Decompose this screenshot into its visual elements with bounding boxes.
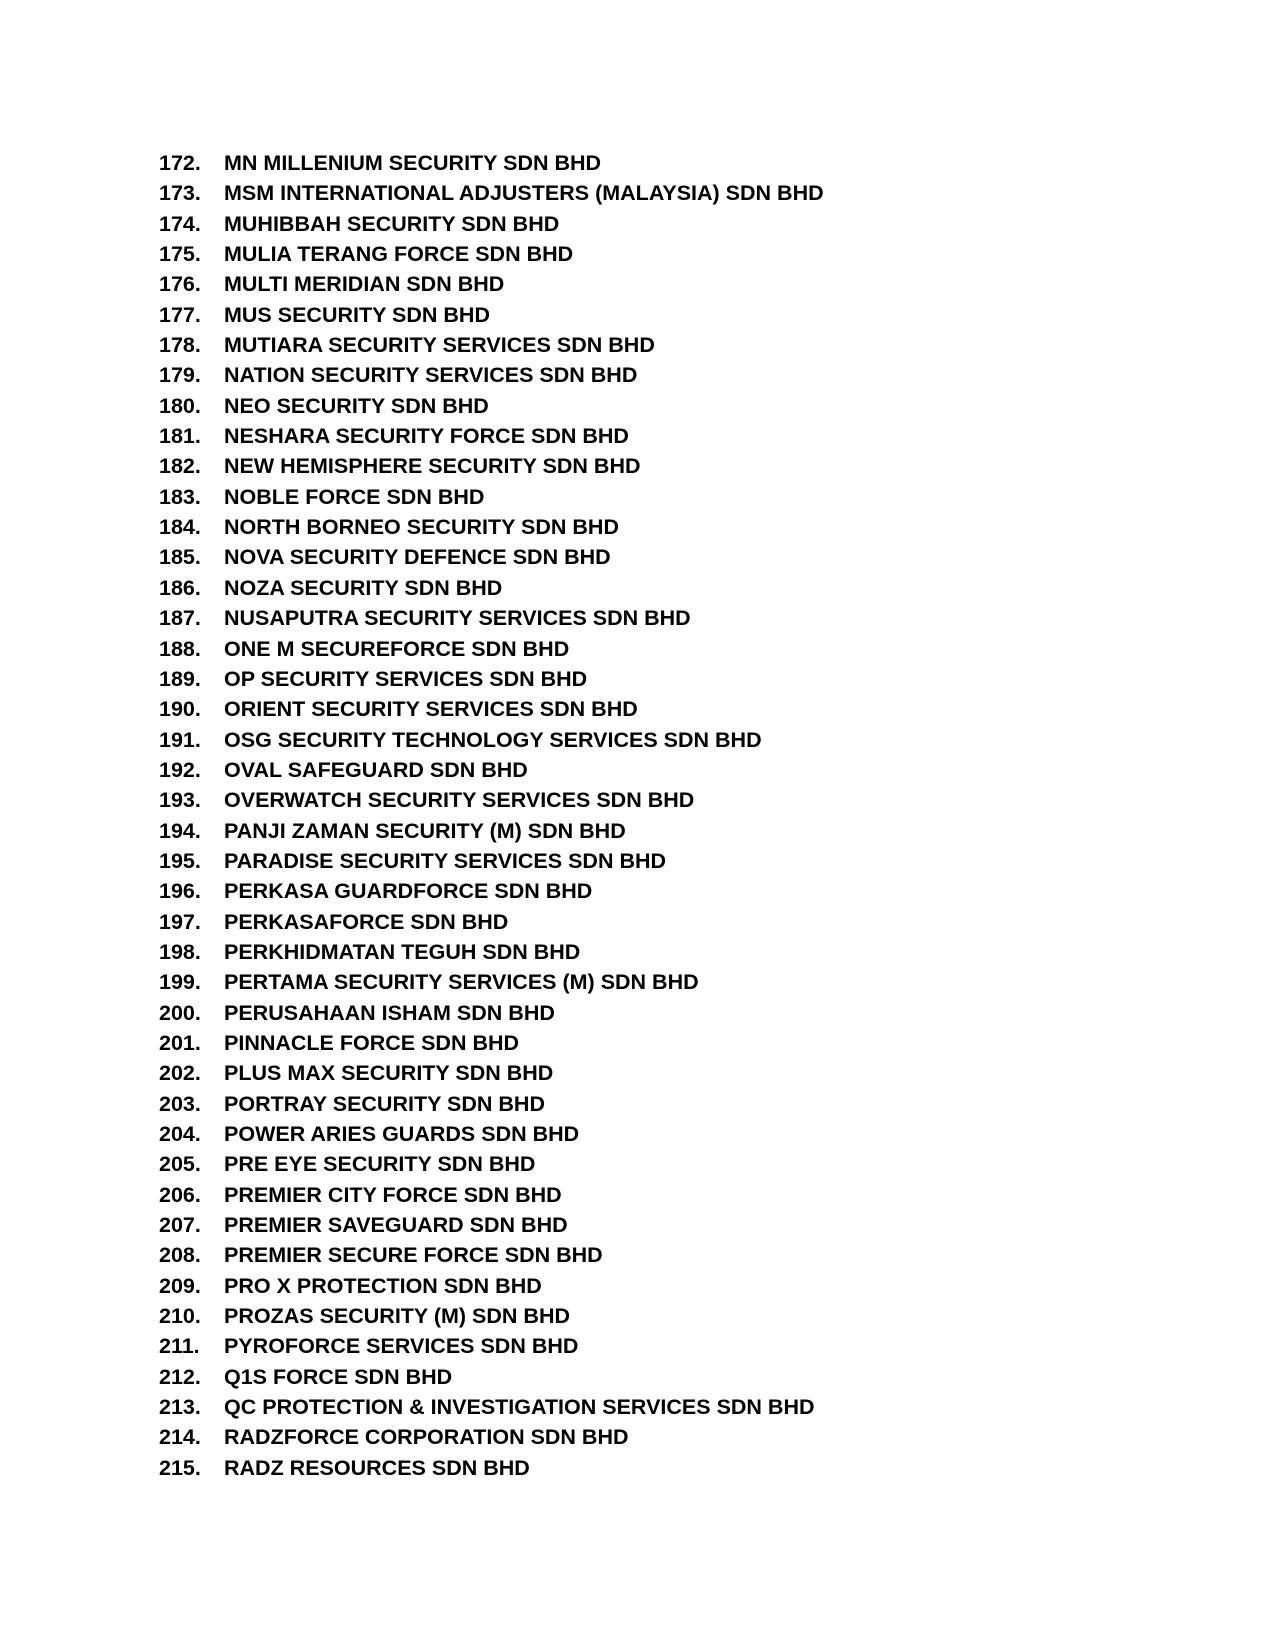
list-item [159,1392,824,1422]
list-item [159,482,824,512]
list-item [159,1453,824,1483]
item-name: PERKASA GUARDFORCE SDN BHD [224,879,593,904]
list-item [159,239,824,269]
item-number: 189. [159,666,201,691]
item-number: 204. [159,1122,201,1146]
item-number: 187. [159,606,201,631]
item-number: 181. [159,424,201,449]
list-item [159,634,824,664]
list-item [159,451,824,481]
item-number: 214. [159,1425,201,1450]
item-number: 198. [159,939,201,964]
item-name: PYROFORCE SERVICES SDN BHD [224,1334,579,1359]
item-name: MULIA TERANG FORCE SDN BHD [224,242,574,267]
list-item [159,421,824,451]
item-number: 182. [159,454,201,479]
item-number: 212. [159,1364,201,1389]
item-name: RADZ RESOURCES SDN BHD [224,1455,530,1480]
list-item [159,603,824,633]
item-name: QC PROTECTION & INVESTIGATION SERVICES SDN BHD [224,1395,815,1420]
item-number: 200. [159,1000,201,1025]
list-item [159,330,824,360]
item-name: NOBLE FORCE SDN BHD [224,484,485,509]
list-item [159,1028,824,1058]
item-number: 210. [159,1304,201,1329]
item-name: PANJI ZAMAN SECURITY (M) SDN BHD [224,818,626,843]
item-name: NATION SECURITY SERVICES SDN BHD [224,363,638,388]
list-item [159,1301,824,1331]
item-number: 192. [159,757,201,782]
item-number: 197. [159,909,201,934]
item-name: PLUS MAX SECURITY SDN BHD [224,1061,554,1086]
item-number: 206. [159,1182,201,1207]
list-item [159,1058,824,1088]
item-name: PREMIER CITY FORCE SDN BHD [224,1182,562,1207]
item-name: NEW HEMISPHERE SECURITY SDN BHD [224,454,641,479]
list-item [159,1362,824,1392]
item-name: PROZAS SECURITY (M) SDN BHD [224,1304,571,1329]
item-name: NOVA SECURITY DEFENCE SDN BHD [224,545,611,570]
item-name: MULTI MERIDIAN SDN BHD [224,272,505,297]
item-number: 186. [159,575,201,600]
item-number: 180. [159,393,201,418]
item-name: ONE M SECUREFORCE SDN BHD [224,636,570,661]
list-item [159,1089,824,1119]
item-name: PERKASAFORCE SDN BHD [224,909,509,934]
item-number: 188. [159,636,201,661]
list-item [159,876,824,906]
item-name: PERUSAHAAN ISHAM SDN BHD [224,1000,555,1025]
list-item [159,785,824,815]
item-name: OSG SECURITY TECHNOLOGY SERVICES SDN BHD [224,727,762,752]
item-name: PINNACLE FORCE SDN BHD [224,1030,520,1055]
item-number: 183. [159,484,201,509]
item-name: PRE EYE SECURITY SDN BHD [224,1152,536,1177]
list-item [159,816,824,846]
item-name: PRO X PROTECTION SDN BHD [224,1273,542,1298]
item-number: 184. [159,515,201,540]
list-item [159,178,824,208]
list-item [159,1210,824,1240]
list-item [159,269,824,299]
item-name: PREMIER SAVEGUARD SDN BHD [224,1213,568,1238]
item-name: PREMIER SECURE FORCE SDN BHD [224,1243,603,1268]
item-number: 211. [159,1334,200,1359]
item-number: 194. [159,818,201,843]
item-name: OVAL SAFEGUARD SDN BHD [224,757,528,782]
item-name: Q1S FORCE SDN BHD [224,1364,453,1389]
list-item [159,209,824,239]
list-item [159,512,824,542]
item-name: RADZFORCE CORPORATION SDN BHD [224,1425,629,1450]
list-item [159,573,824,603]
list-item [159,998,824,1028]
list-item [159,300,824,330]
list-item [159,755,824,785]
item-name: POWER ARIES GUARDS SDN BHD [224,1122,580,1146]
item-number: 203. [159,1091,201,1116]
item-number: 195. [159,848,201,873]
item-number: 205. [159,1152,201,1177]
list-item [159,391,824,421]
list-item [159,1119,824,1149]
item-number: 209. [159,1273,201,1298]
list-item [159,360,824,390]
item-name: PERKHIDMATAN TEGUH SDN BHD [224,939,581,964]
item-name: OVERWATCH SECURITY SERVICES SDN BHD [224,788,695,813]
item-name: PERTAMA SECURITY SERVICES (M) SDN BHD [224,970,699,995]
item-number: 199. [159,970,201,995]
item-number: 190. [159,697,201,722]
item-number: 177. [159,302,201,327]
item-name: NUSAPUTRA SECURITY SERVICES SDN BHD [224,606,691,631]
item-name: MUTIARA SECURITY SERVICES SDN BHD [224,333,655,358]
item-number: 173. [159,181,201,206]
item-name: NORTH BORNEO SECURITY SDN BHD [224,515,619,540]
list-item [159,1180,824,1210]
list-item [159,148,824,178]
item-number: 193. [159,788,201,813]
item-number: 185. [159,545,201,570]
item-number: 196. [159,879,201,904]
item-number: 174. [159,211,201,236]
item-number: 201. [159,1030,201,1055]
item-name: NOZA SECURITY SDN BHD [224,575,503,600]
item-number: 208. [159,1243,201,1268]
item-number: 176. [159,272,201,297]
list-item [159,907,824,937]
item-name: MUHIBBAH SECURITY SDN BHD [224,211,560,236]
list-item [159,542,824,572]
item-name: ORIENT SECURITY SERVICES SDN BHD [224,697,638,722]
list-item [159,725,824,755]
list-item [159,1422,824,1452]
list-item [159,846,824,876]
list-item [159,694,824,724]
list-item [159,1240,824,1270]
item-name: NEO SECURITY SDN BHD [224,393,489,418]
list-item [159,1331,824,1361]
item-name: MSM INTERNATIONAL ADJUSTERS (MALAYSIA) SDN BHD [224,181,824,206]
item-name: PARADISE SECURITY SERVICES SDN BHD [224,848,667,873]
item-number: 213. [159,1395,201,1420]
item-name: OP SECURITY SERVICES SDN BHD [224,666,588,691]
item-name: MUS SECURITY SDN BHD [224,302,490,327]
item-number: 215. [159,1455,201,1480]
item-name: NESHARA SECURITY FORCE SDN BHD [224,424,629,449]
list-item [159,664,824,694]
list-item [159,1149,824,1179]
item-number: 178. [159,333,201,358]
list-item [159,937,824,967]
item-number: 202. [159,1061,201,1086]
item-name: MN MILLENIUM SECURITY SDN BHD [224,151,602,175]
item-name: PORTRAY SECURITY SDN BHD [224,1091,545,1116]
list-item [159,967,824,997]
item-number: 207. [159,1213,201,1238]
list-item [159,1271,824,1301]
item-number: 172. [159,151,201,175]
item-number: 191. [159,727,201,752]
company-list [159,148,824,1483]
item-number: 175. [159,242,201,267]
item-number: 179. [159,363,201,388]
